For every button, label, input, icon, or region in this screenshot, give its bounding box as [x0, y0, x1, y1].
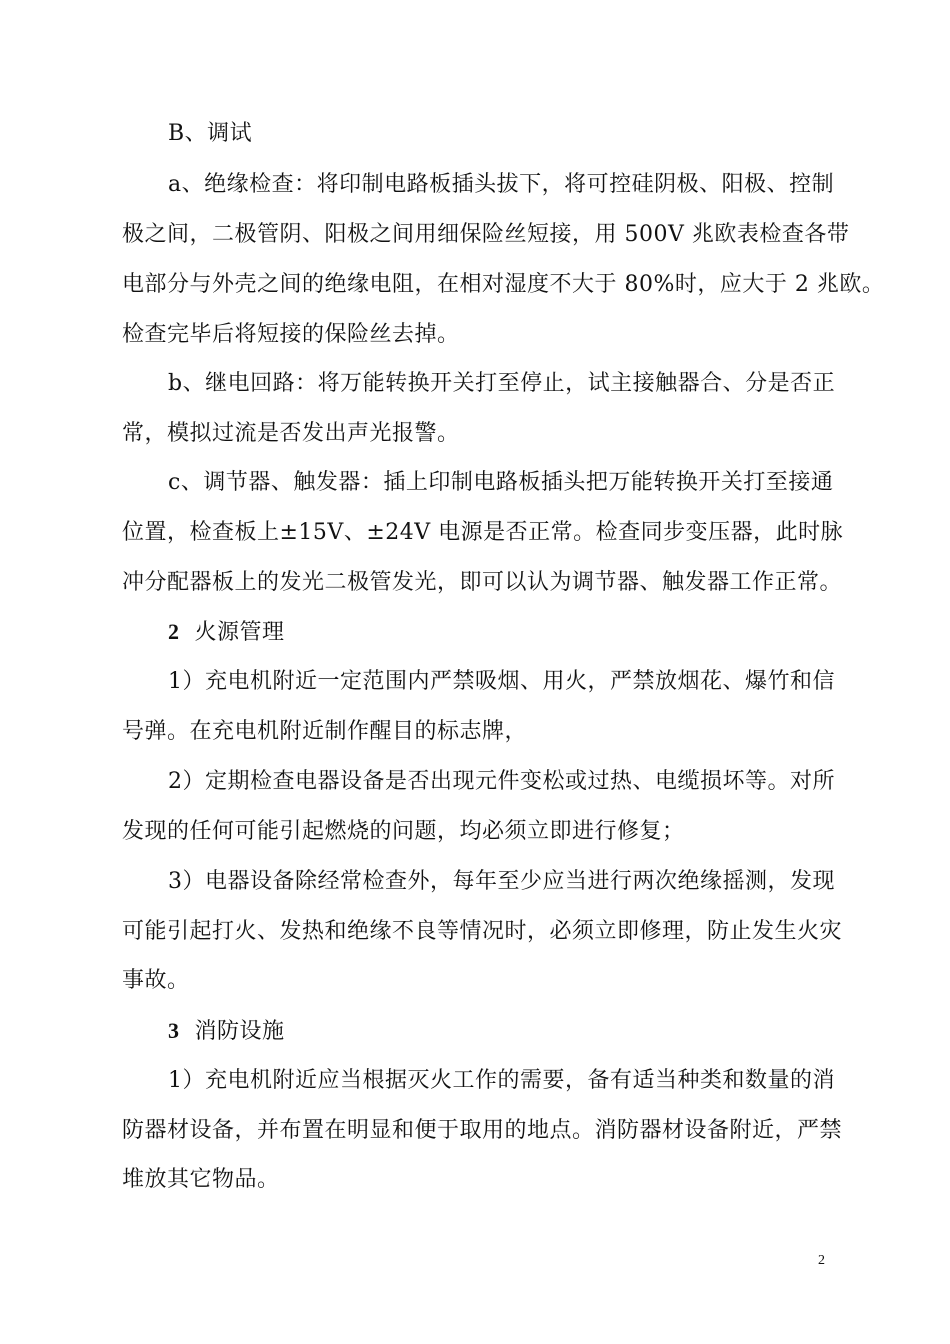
paragraph-line: 2）定期检查电器设备是否出现元件变松或过热、电缆损坏等。对所: [168, 769, 835, 794]
paragraph-line: 可能引起打火、发热和绝缘不良等情况时，必须立即修理，防止发生火灾: [122, 919, 843, 944]
paragraph-line: a、绝缘检查：将印制电路板插头拔下，将可控硅阴极、阳极、控制: [168, 172, 835, 197]
paragraph-line: b、继电回路：将万能转换开关打至停止，试主接触器合、分是否正: [168, 371, 836, 396]
paragraph-line: c、调节器、触发器：插上印制电路板插头把万能转换开关打至接通: [168, 470, 834, 495]
paragraph-line: 1）充电机附近应当根据灭火工作的需要，备有适当种类和数量的消: [168, 1068, 835, 1093]
paragraph-line: 位置，检查板上±15V、±24V 电源是否正常。检查同步变压器，此时脉: [122, 520, 844, 545]
paragraph-line: 事故。: [122, 968, 190, 993]
paragraph-line: 号弹。在充电机附近制作醒目的标志牌，: [122, 719, 528, 744]
paragraph-line: 发现的任何可能引起燃烧的问题，均必须立即进行修复；: [122, 819, 685, 844]
section-heading: [168, 617, 285, 647]
page-number: 2: [818, 1253, 825, 1268]
section-title: 火源管理: [194, 620, 285, 645]
section-number: 3: [168, 1018, 180, 1043]
paragraph-line: 堆放其它物品。: [122, 1167, 280, 1192]
paragraph-line: 极之间，二极管阴、阳极之间用细保险丝短接，用 500V 兆欧表检查各带: [122, 222, 850, 247]
section-number: 2: [168, 619, 180, 644]
paragraph-line: 检查完毕后将短接的保险丝去掉。: [122, 322, 460, 347]
paragraph-line: 防器材设备，并布置在明显和便于取用的地点。消防器材设备附近，严禁: [122, 1118, 843, 1143]
paragraph-line: 3）电器设备除经常检查外，每年至少应当进行两次绝缘摇测，发现: [168, 869, 835, 894]
paragraph-line: 常，模拟过流是否发出声光报警。: [122, 421, 460, 446]
subsection-heading: B、调试: [168, 121, 253, 146]
paragraph-line: 1）充电机附近一定范围内严禁吸烟、用火，严禁放烟花、爆竹和信: [168, 669, 835, 694]
paragraph-line: 冲分配器板上的发光二极管发光，即可以认为调节器、触发器工作正常。: [122, 570, 843, 595]
section-title: 消防设施: [194, 1019, 285, 1044]
paragraph-line: 电部分与外壳之间的绝缘电阻，在相对湿度不大于 80%时，应大于 2 兆欧。: [122, 272, 885, 297]
section-heading: [168, 1016, 285, 1046]
